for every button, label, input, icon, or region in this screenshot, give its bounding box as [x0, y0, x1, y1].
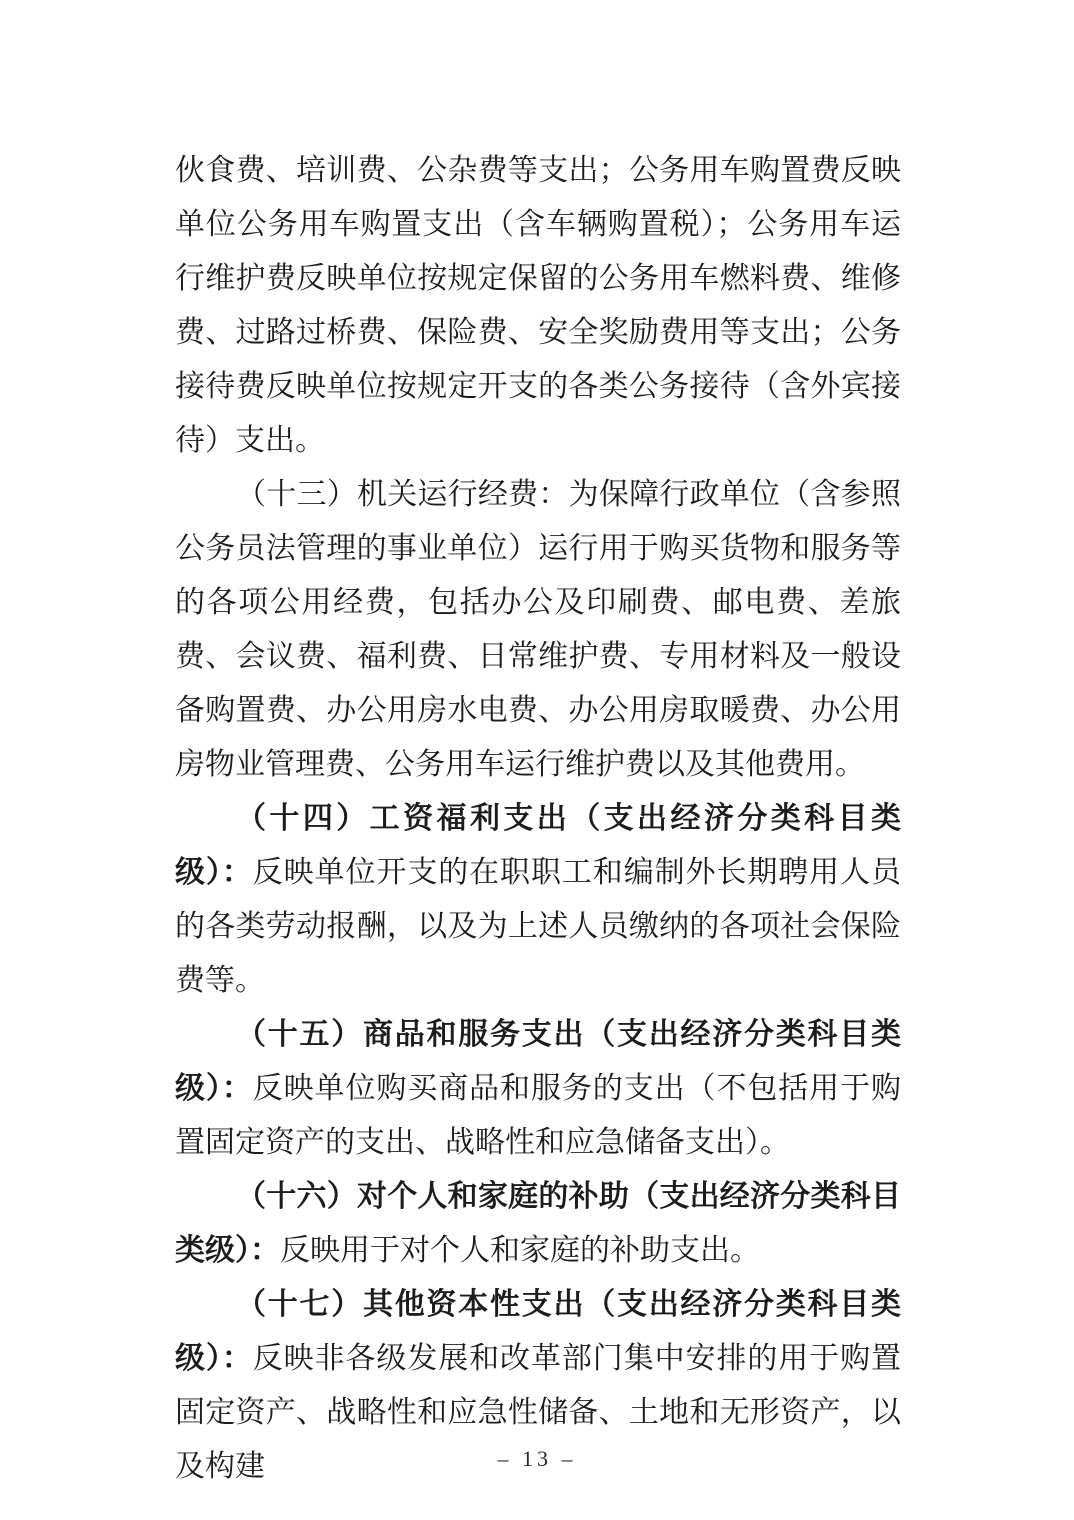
paragraph-5 — [175, 1170, 901, 1278]
paragraph-4 — [175, 1008, 901, 1170]
paragraph-heading: （十四）工资福利支出（支出经济分类科目类级）： — [175, 802, 901, 889]
paragraph-text: （十三）机关运行经费：为保障行政单位（含参照公务员法管理的事业单位）运行用于购买货物和服务等的各项公用经费，包括办公及印刷费、邮电费、差旅费、会议费、福利费、日常维护费、专用材料及一般设备购置费、办公用房水电费、办公用房取暖费、办公用房物业管理费、公务用车运行维护费以及其他费用。 — [175, 478, 901, 781]
paragraph-text: 反映用于对个人和家庭的补助支出。 — [280, 1234, 760, 1267]
paragraph-3 — [175, 792, 901, 1008]
paragraph-heading: （十六）对个人和家庭的补助（支出经济分类科目类级）： — [175, 1180, 901, 1267]
paragraph-1 — [175, 144, 901, 468]
paragraph-text: 伙食费、培训费、公杂费等支出；公务用车购置费反映单位公务用车购置支出（含车辆购置税）；公务用车运行维护费反映单位按规定保留的公务用车燃料费、维修费、过路过桥费、保险费、安全奖励费用等支出；公务接待费反映单位按规定开支的各类公务接待（含外宾接待）支出。 — [175, 154, 901, 457]
page-number: – 13 – — [497, 1446, 577, 1471]
paragraph-text: 反映单位开支的在职职工和编制外长期聘用人员的各类劳动报酬，以及为上述人员缴纳的各项社会保险费等。 — [175, 856, 902, 997]
paragraph-heading: （十五）商品和服务支出（支出经济分类科目类级）： — [175, 1018, 901, 1105]
paragraph-text: 反映非各级发展和改革部门集中安排的用于购置固定资产、战略性和应急性储备、土地和无形资产，以及构建 — [175, 1342, 902, 1483]
paragraph-text: 反映单位购买商品和服务的支出（不包括用于购置固定资产的支出、战略性和应急储备支出）。 — [175, 1072, 902, 1159]
paragraph-heading: （十七）其他资本性支出（支出经济分类科目类级）： — [175, 1288, 901, 1375]
document-body — [175, 144, 901, 1494]
paragraph-2 — [175, 468, 901, 792]
